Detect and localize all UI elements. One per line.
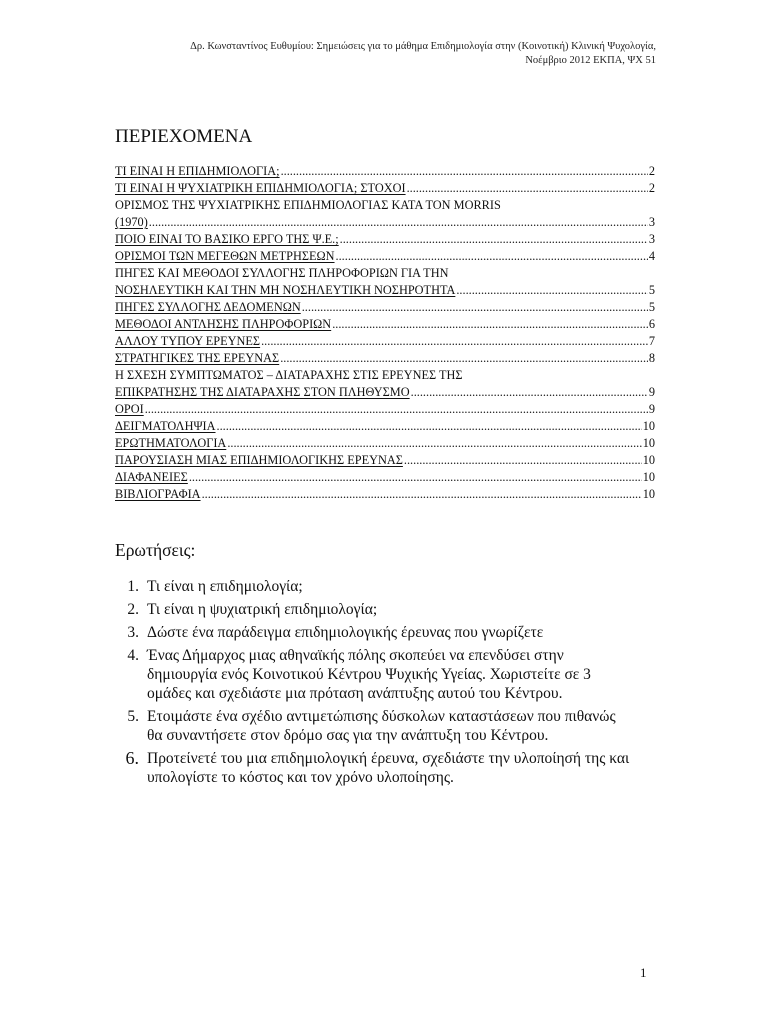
toc-entry-page: 5 [648, 300, 655, 314]
toc-entry[interactable] [115, 401, 655, 418]
toc-entry-page: 9 [648, 385, 655, 399]
toc-entry-page: 10 [642, 453, 655, 467]
question-text: Ένας Δήμαρχος μιας αθηναϊκής πόλης σκοπεύει να επενδύσει στην δημιουργία ενός Κοινοτικού Κέντρου Ψυχικής Υγείας. Χωριστείτε σε 3 ομάδες και σχεδιάστε μια πρόταση ανάπτυξης αυτού του Κέντρου. [147, 647, 591, 702]
questions-title: Ερωτήσεις: [115, 540, 196, 560]
toc-leader-dots [189, 469, 642, 486]
toc-entry-title[interactable]: ΣΤΡΑΤΗΓΙΚΕΣ ΤΗΣ ΕΡΕΥΝΑΣ [115, 351, 280, 365]
question-item [115, 646, 630, 703]
toc-entry-page: 2 [648, 164, 655, 178]
toc-entry-page: 6 [648, 317, 655, 331]
page-header [96, 40, 656, 68]
toc-entry-title[interactable]: ΠΑΡΟΥΣΙΑΣΗ ΜΙΑΣ ΕΠΙΔΗΜΙΟΛΟΓΙΚΗΣ ΕΡΕΥΝΑΣ [115, 453, 403, 467]
toc-entry-page: 2 [648, 181, 655, 195]
toc-entry-title[interactable]: (1970) [115, 215, 148, 229]
toc-leader-dots [145, 401, 648, 418]
question-item [115, 749, 630, 787]
question-item [115, 707, 630, 745]
toc-entry-page: 7 [648, 334, 655, 348]
toc-entry-title[interactable]: ΟΡΙΣΜΟΙ ΤΩΝ ΜΕΓΕΘΩΝ ΜΕΤΡΗΣΕΩΝ [115, 249, 335, 263]
toc-entry-page: 3 [648, 232, 655, 246]
toc-entry-page: 8 [648, 351, 655, 365]
toc-entry[interactable] [115, 435, 655, 452]
toc-leader-dots [280, 350, 648, 367]
toc-entry-title[interactable]: ΤΙ ΕΙΝΑΙ Η ΕΠΙΔΗΜΙΟΛΟΓΙΑ; [115, 164, 280, 178]
question-number: 6. [125, 748, 139, 768]
toc-entry-first-line[interactable]: ΟΡΙΣΜΟΣ ΤΗΣ ΨΥΧΙΑΤΡΙΚΗΣ ΕΠΙΔΗΜΙΟΛΟΓΙΑΣ ΚΑΤΑ ΤΟΝ MORRIS [115, 198, 501, 212]
toc-leader-dots [202, 486, 642, 503]
header-line-1: Δρ. Κωνσταντίνος Ευθυμίου: Σημειώσεις για το μάθημα Επιδημιολογία στην (Κοινοτική) Κλινική Ψυχολογία, [190, 41, 656, 52]
toc-entry[interactable] [115, 248, 655, 265]
toc-entry-title[interactable]: ΤΙ ΕΙΝΑΙ Η ΨΥΧΙΑΤΡΙΚΗ ΕΠΙΔΗΜΙΟΛΟΓΙΑ; ΣΤΟΧΟΙ [115, 181, 406, 195]
question-item [115, 577, 630, 596]
toc-entry[interactable] [115, 350, 655, 367]
toc-leader-dots [227, 435, 641, 452]
question-text: Προτείνετέ του μια επιδημιολογική έρευνα, σχεδιάστε την υλοποίησή της και υπολογίστε το κόστος και τον χρόνο υλοποίησης. [147, 750, 630, 786]
toc-entry-title[interactable]: ΔΕΙΓΜΑΤΟΛΗΨΙΑ [115, 419, 216, 433]
toc-leader-dots [261, 333, 648, 350]
question-number: 1. [127, 578, 139, 595]
question-number: 2. [127, 601, 139, 618]
toc-leader-dots [149, 214, 648, 231]
toc-leader-dots [407, 180, 648, 197]
toc-entry-page: 3 [648, 215, 655, 229]
question-number: 4. [127, 647, 139, 664]
toc-entry-first-line[interactable]: ΠΗΓΕΣ ΚΑΙ ΜΕΘΟΔΟΙ ΣΥΛΛΟΓΗΣ ΠΛΗΡΟΦΟΡΙΩΝ ΓΙΑ ΤΗΝ [115, 266, 449, 280]
toc-entry-page: 10 [642, 419, 655, 433]
toc-entry-title[interactable]: ΒΙΒΛΙΟΓΡΑΦΙΑ [115, 487, 201, 501]
toc-entry-title[interactable]: ΕΠΙΚΡΑΤΗΣΗΣ ΤΗΣ ΔΙΑΤΑΡΑΧΗΣ ΣΤΟΝ ΠΛΗΘΥΣΜΟ [115, 385, 410, 399]
toc-entry[interactable] [115, 333, 655, 350]
toc-entry[interactable] [115, 316, 655, 333]
toc-entry-page: 9 [648, 402, 655, 416]
toc-leader-dots [411, 384, 648, 401]
toc-leader-dots [332, 316, 648, 333]
toc-entry-page: 10 [642, 487, 655, 501]
header-line-2: Νοέμβριο 2012 ΕΚΠΑ, ΨΧ 51 [525, 55, 656, 66]
question-number: 3. [127, 624, 139, 641]
toc-entry[interactable] [115, 418, 655, 435]
question-text: Ετοιμάστε ένα σχέδιο αντιμετώπισης δύσκολων καταστάσεων που πιθανώς θα συναντήσετε στον δρόμο σας για την ανάπτυξη του Κέντρου. [147, 708, 616, 744]
toc-entry[interactable] [115, 231, 655, 248]
table-of-contents [115, 163, 655, 503]
toc-entry[interactable] [115, 384, 655, 401]
toc-entry-title[interactable]: ΠΗΓΕΣ ΣΥΛΛΟΓΗΣ ΔΕΔΟΜΕΝΩΝ [115, 300, 301, 314]
toc-entry-page: 10 [642, 470, 655, 484]
question-text: Τι είναι η επιδημιολογία; [147, 578, 303, 595]
toc-entry[interactable] [115, 486, 655, 503]
toc-leader-dots [340, 231, 648, 248]
toc-entry-title[interactable]: ΟΡΟΙ [115, 402, 144, 416]
toc-entry-first-line[interactable]: Η ΣΧΕΣΗ ΣΥΜΠΤΩΜΑΤΟΣ – ΔΙΑΤΑΡΑΧΗΣ ΣΤΙΣ ΕΡΕΥΝΕΣ ΤΗΣ [115, 368, 463, 382]
toc-entry-title[interactable]: ΝΟΣΗΛΕΥΤΙΚΗ ΚΑΙ ΤΗΝ ΜΗ ΝΟΣΗΛΕΥΤΙΚΗ ΝΟΣΗΡΟΤΗΤΑ [115, 283, 456, 297]
toc-entry-page: 5 [648, 283, 655, 297]
toc-entry-title[interactable]: ΔΙΑΦΑΝΕΙΕΣ [115, 470, 188, 484]
toc-entry-title[interactable]: ΠΟΙΟ ΕΙΝΑΙ ΤΟ ΒΑΣΙΚΟ ΕΡΓΟ ΤΗΣ Ψ.Ε.; [115, 232, 339, 246]
toc-entry-page: 4 [648, 249, 655, 263]
question-number: 5. [127, 708, 139, 725]
toc-entry[interactable] [115, 163, 655, 180]
toc-leader-dots [336, 248, 648, 265]
toc-entry-title[interactable]: ΕΡΩΤΗΜΑΤΟΛΟΓΙΑ [115, 436, 227, 450]
toc-title: ΠΕΡΙΕΧΟΜΕΝΑ [115, 126, 253, 147]
toc-entry-title[interactable]: ΑΛΛΟΥ ΤΥΠΟΥ ΕΡΕΥΝΕΣ [115, 334, 261, 348]
question-item [115, 600, 630, 619]
toc-leader-dots [281, 163, 648, 180]
toc-leader-dots [217, 418, 642, 435]
toc-leader-dots [302, 299, 648, 316]
toc-entry[interactable] [115, 299, 655, 316]
questions-list [115, 577, 630, 791]
question-text: Τι είναι η ψυχιατρική επιδημιολογία; [147, 601, 378, 618]
toc-entry[interactable] [115, 282, 655, 299]
toc-entry-page: 10 [642, 436, 655, 450]
toc-entry[interactable] [115, 469, 655, 486]
toc-entry[interactable] [115, 180, 655, 197]
toc-entry-title[interactable]: ΜΕΘΟΔΟΙ ΑΝΤΛΗΣΗΣ ΠΛΗΡΟΦΟΡΙΩΝ [115, 317, 332, 331]
toc-leader-dots [404, 452, 642, 469]
question-text: Δώστε ένα παράδειγμα επιδημιολογικής έρευνας που γνωρίζετε [147, 624, 544, 641]
toc-leader-dots [456, 282, 647, 299]
question-item [115, 623, 630, 642]
toc-entry[interactable] [115, 214, 655, 231]
page-number: 1 [640, 965, 647, 980]
toc-entry[interactable] [115, 452, 655, 469]
